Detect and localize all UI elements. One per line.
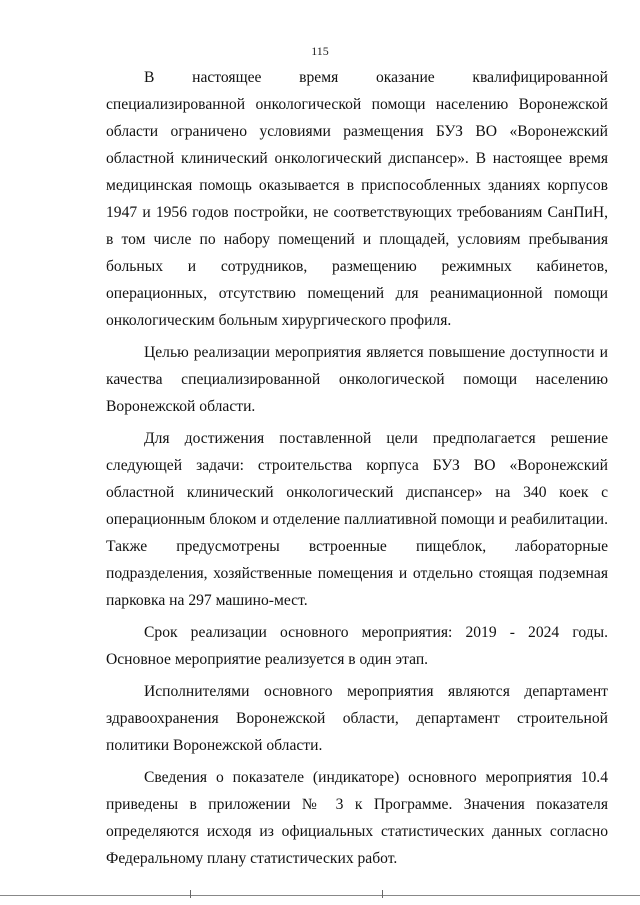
paragraph-goal: Целью реализации мероприятия является повышение доступности и качества специализированной онкологической помощи населению Воронежской области. [106, 344, 608, 415]
paragraph-timeline: Срок реализации основного мероприятия: 2019 - 2024 годы. Основное мероприятие реализуется в один этап. [106, 624, 608, 668]
paragraph-task: Для достижения поставленной цели предполагается решение следующей задачи: строительства корпуса БУЗ ВО «Воронежский областной клинический онкологический диспансер» на 340 коек с операционным блоком и отделение паллиативной помощи и реабилитации. Также предусмотрены встроенные пищеблок, лабораторные подразделения, хозяйственные помещения и отдельно стоящая подземная парковка на 297 машино-мест. [106, 430, 608, 609]
scan-tick-mark [190, 890, 191, 898]
scan-tick-mark [382, 890, 383, 898]
document-body [106, 64, 608, 877]
paragraph-executors: Исполнителями основного мероприятия являются департамент здравоохранения Воронежской области, департамент строительной политики Воронежской области. [106, 683, 608, 754]
page-number: 115 [311, 44, 329, 58]
scan-bottom-rule [0, 895, 640, 896]
paragraph-current-situation: В настоящее время оказание квалифицированной специализированной онкологической помощи населению Воронежской области ограничено условиями размещения БУЗ ВО «Воронежский областной клинический онкологический диспансер». В настоящее время медицинская помощь оказывается в приспособленных зданиях корпусов 1947 и 1956 годов постройки, не соответствующих требованиям СанПиН, в том числе по набору помещений и площадей, условиям пребывания больных и сотрудников, размещению режимных кабинетов, операционных, отсутствию помещений для реанимационной помощи онкологическим больным хирургического профиля. [106, 69, 608, 329]
paragraph-indicator: Сведения о показателе (индикаторе) основного мероприятия 10.4 приведены в приложении № 3 к Программе. Значения показателя определяются исходя из официальных статистических данных согласно Федеральному плану статистических работ. [106, 769, 608, 867]
